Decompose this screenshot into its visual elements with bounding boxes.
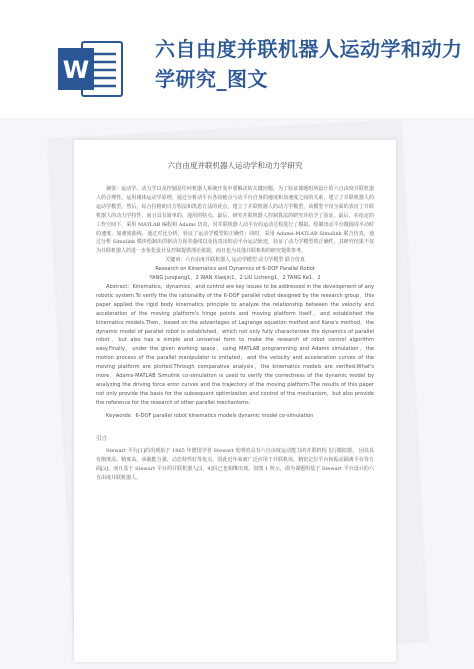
english-authors: YANG Junqiang1，2 WAN Xiaojin1，2 LIU Licheng1，2 TANG Ke1，2 — [149, 275, 321, 282]
abstract-en: Abstract：Kinematics，dynamics，and control are key issues to be addressed in the development of any robotic system.To verify the the rationality of the 6-DOF parallel robot designed by the research group，this paper applied the rigid body kinematics principle to analyze the relationship between the velocity and acceleration of the moving platform's hinge points and moving platform itself，and established the kinematics models.Then，based on the advantages of Lagrange equation method and Kane's method，the dynamic model of parallel robot is established，which not only fully characterizes the dynamics of parallel robot，but also has a simple and universal form to make the research of robot control algorithm easy.Finally，under the given working space，using MATLAB programming and Adams simulation，the motion process of the parallel manipulator is imitated，and the velocity and acceleration curves of the moving platform are plotted.Through comparative analysis，the kinematics models are verified.What's more，Adams-MATLAB Simulink co-simulation is used to verify the correctness of the dynamic model by analyzing the driving force error curves and the trajectory of the moving platform.The results of this paper not only provide the basis for the subsequent optimization and control of the mechanism，but also provide the reference for the research of other parallel mechanisms. — [96, 283, 374, 406]
intro-text: Stewart 平台[1]的出现始于 1965 年德国学者 Stewart 发明的具有六自由度运动能力的并联机构飞行模拟器。 因其具有刚度高、精度高、承载能力强、动态特性好等优点，国此近年来被广泛应用于并联机床、精密定位平台和振动隔离平台等方面[2]，而且基于 Stewart 平台的并联机器人[3，4]仪已也相继出现。如图 1 所示，即为课题组基于 Stewart 平台设计的六自由度并联机器人。 — [96, 448, 374, 482]
keywords-en: Keywords：6-DOF parallel robot kinematics models dynamic model co-simulation — [106, 412, 314, 419]
page-title: 六自由度并联机器人运动学和动力学研究_图文 — [155, 37, 463, 91]
abstract-cn: 摘要：运动学、动力学以及控制是任何机器人系统开发中要解决的关键问题。为了验证课题组所设计的六自由度并联机器人的合理性，运用刚体运动学原理，通过分析动平台各铰链点与动平台自身的速度和加速度之间的关系，建立了并联机器人的运动学模型。然后，综合拉格朗日方程法和凯恩方法的优点，建立了并联机器人的动力学模型，该模型不仅全面的表征了并联机器人的动力学特性，而且具有简单的、通用的特点。最后，研究并联机器人控制算法的研究并给予了验证。最后，在给定的工作空间下，采用 MATLAB 编程和 Adams 仿真，对并联机器人动平台的运动过程进行了模拟。绘制出动平台微圆周平动时的速度、加速度曲线，通过对比分析，验证了运动学模型的正确性；同时，采用 Adams-MATLAB Simulink 联合仿真，通过分析 Simulink 模块绘制出的驱动力误差曲线以及仿真出的动平台运动轨迹，验证了动力学模型的正确性。其研究结果不仅为并联机器人的进一步优化设计及控制提供理论依据，而且也为其他并联机构的研究提供参考。 — [96, 186, 374, 255]
keywords-cn: 关键词：六自由度并联机器人 运动学模型 动力学模型 联合仿真 — [165, 257, 305, 264]
document-page — [74, 140, 396, 662]
word-doc-icon — [56, 38, 126, 100]
intro-heading: 引言 — [96, 435, 108, 442]
header-banner — [0, 0, 474, 118]
document-title: 六自由度并联机器人运动学和动力学研究 — [167, 161, 303, 170]
logo-letter: W — [62, 56, 90, 84]
english-title: Research on Kinematics and Dynamics of 6-DOF Parallel Robot — [155, 266, 315, 273]
